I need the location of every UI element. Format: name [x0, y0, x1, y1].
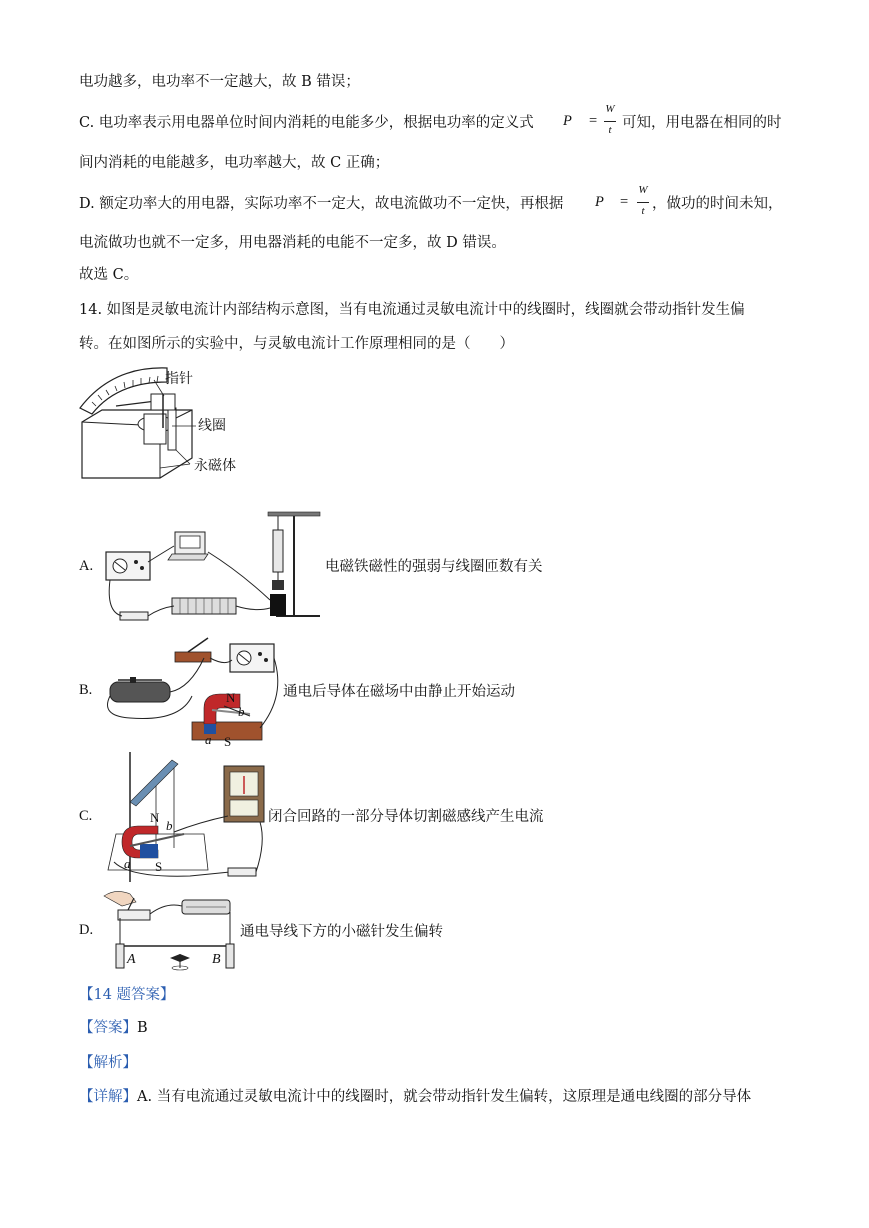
text-line-6: 故选 C。: [79, 267, 139, 283]
option-b-b: b: [238, 704, 245, 719]
option-d-A: A: [127, 952, 136, 967]
formula-t-2: t: [641, 205, 645, 217]
answer-line: 【答案】B: [79, 1020, 148, 1036]
option-a-label: A.: [79, 558, 94, 574]
option-c-caption: 闭合回路的一部分导体切割磁感线产生电流: [268, 809, 544, 825]
option-d-B: B: [212, 952, 221, 967]
text-line-2a: C. 电功率表示用电器单位时间内消耗的电能多少，根据电功率的定义式: [79, 115, 534, 131]
option-b-label: B.: [79, 682, 93, 698]
option-a-caption: 电磁铁磁性的强弱与线圈匝数有关: [325, 559, 543, 575]
option-c-b: b: [166, 818, 173, 833]
text-line-4b: ，做功的时间未知，: [652, 196, 783, 212]
option-b-figure: [100, 636, 290, 748]
fraction-bar-1: [604, 121, 616, 122]
text-line-2b: 可知，用电器在相同的时: [622, 115, 782, 131]
option-b-N: N: [226, 690, 236, 705]
label-magnet: 永磁体: [194, 458, 236, 474]
formula-t-1: t: [608, 124, 612, 136]
option-d-caption: 通电导线下方的小磁针发生偏转: [240, 924, 443, 940]
option-b-caption: 通电后导体在磁场中由静止开始运动: [283, 684, 515, 700]
question-14-line-1: 14. 如图是灵敏电流计内部结构示意图，当有电流通过灵敏电流计中的线圈时，线圈就会带动指针发生偏: [79, 302, 745, 318]
text-line-1: 电功越多，电功率不一定越大，故 B 错误；: [79, 74, 360, 90]
text-line-4a: D. 额定功率大的用电器，实际功率不一定大，故电流做功不一定快，再根据: [79, 196, 564, 212]
option-c-S: S: [155, 859, 163, 874]
formula-W-2: W: [638, 184, 648, 196]
label-pointer: 指针: [165, 371, 193, 387]
formula-P-1: P: [563, 113, 572, 129]
formula-eq-2: =: [620, 194, 629, 210]
option-a-figure: [100, 512, 330, 622]
label-coil: 线圈: [198, 418, 226, 434]
text-line-3: 间内消耗的电能越多，电功率越大，故 C 正确；: [79, 155, 390, 171]
analysis-heading: 【解析】: [79, 1055, 137, 1071]
fraction-bar-2: [637, 202, 649, 203]
option-c-label: C.: [79, 808, 93, 824]
text-line-5: 电流做功也就不一定多，用电器消耗的电能不一定多，故 D 错误。: [79, 235, 506, 251]
option-c-N: N: [150, 810, 160, 825]
answer-heading: 【14 题答案】: [79, 987, 175, 1003]
option-c-a: a: [124, 856, 131, 871]
formula-P-2: P: [595, 194, 604, 210]
question-14-line-2: 转。在如图所示的实验中，与灵敏电流计工作原理相同的是（ ）: [79, 336, 514, 352]
formula-W-1: W: [605, 103, 615, 115]
detail-line: 【详解】A. 当有电流通过灵敏电流计中的线圈时，就会带动指针发生偏转，这原理是通电线圈的部分导体: [79, 1089, 752, 1105]
formula-eq-1: =: [589, 113, 598, 129]
option-b-S: S: [224, 734, 232, 749]
option-b-a: a: [205, 732, 212, 747]
option-d-label: D.: [79, 922, 94, 938]
